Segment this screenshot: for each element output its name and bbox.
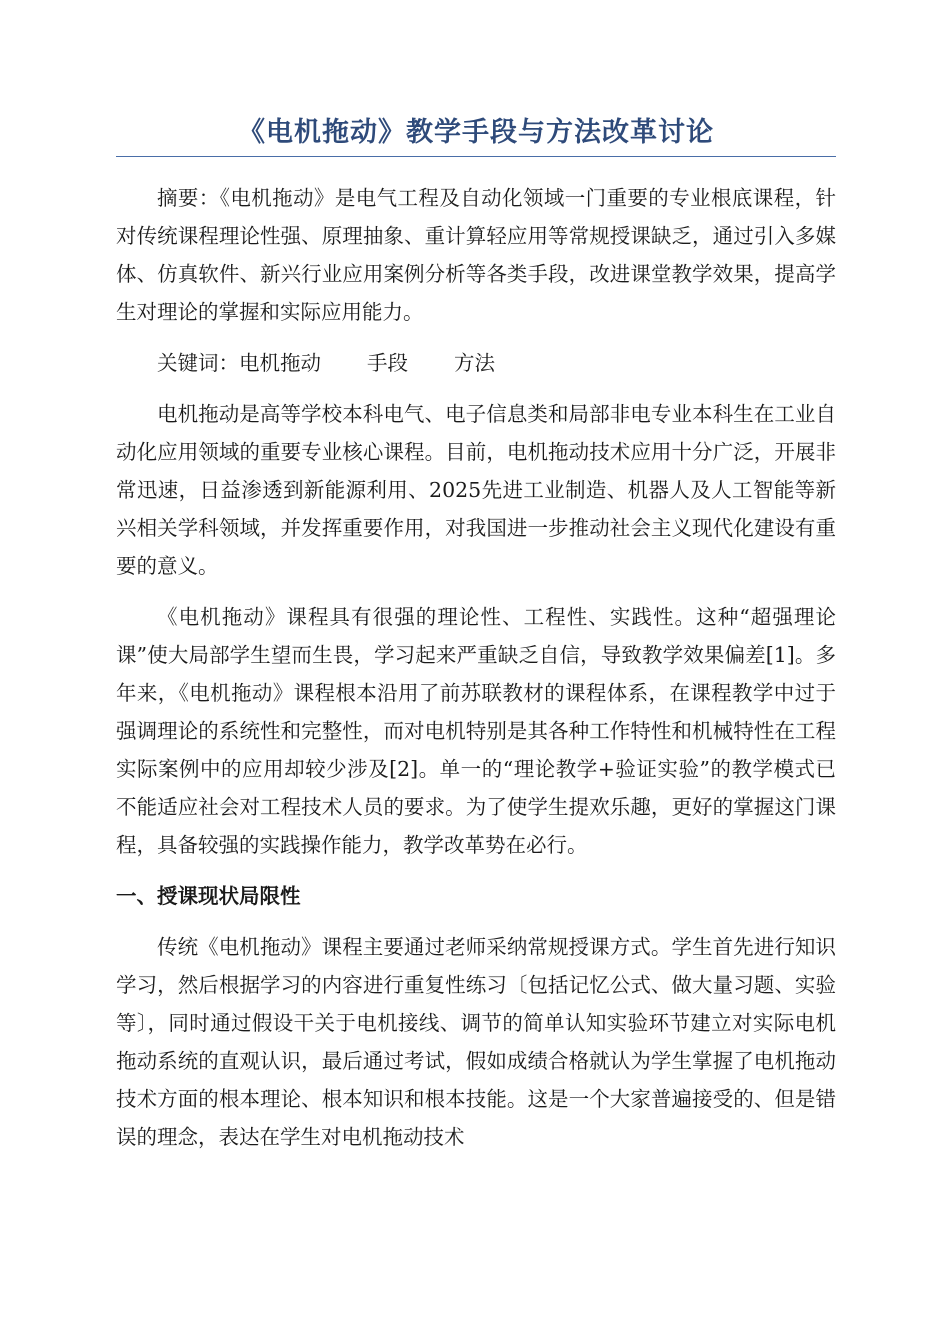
keyword-2: 手段 bbox=[367, 351, 408, 375]
keywords-label: 关键词： bbox=[157, 351, 239, 375]
abstract-paragraph: 摘要：《电机拖动》是电气工程及自动化领域一门重要的专业根底课程，针对传统课程理论性强、原理抽象、重计算轻应用等常规授课缺乏，通过引入多媒体、仿真软件、新兴行业应用案例分析等各类手段，改进课堂教学效果，提高学生对理论的掌握和实际应用能力。 bbox=[116, 186, 836, 324]
intro-paragraph-2: 《电机拖动》课程具有很强的理论性、工程性、实践性。这种“超强理论课”使大局部学生望而生畏，学习起来严重缺乏自信，导致教学效果偏差[1]。多年来，《电机拖动》课程根本沿用了前苏联教材的课程体系，在课程教学中过于强调理论的系统性和完整性，而对电机特别是其各种工作特性和机械特性在工程实际案例中的应用却较少涉及[2]。单一的“理论教学+验证实验”的教学模式已不能适应社会对工程技术人员的要求。为了使学生提欢乐趣，更好的掌握这门课程，具备较强的实践操作能力，教学改革势在必行。 bbox=[116, 605, 836, 857]
section-1-paragraph: 传统《电机拖动》课程主要通过老师采纳常规授课方式。学生首先进行知识学习，然后根据学习的内容进行重复性练习〔包括记忆公式、做大量习题、实验等〕，同时通过假设干关于电机接线、调节的简单认知实验环节建立对实际电机拖动系统的直观认识，最后通过考试，假如成绩合格就认为学生掌握了电机拖动技术方面的根本理论、根本知识和根本技能。这是一个大家普遍接受的、但是错误的理念，表达在学生对电机拖动技术 bbox=[116, 935, 836, 1149]
title-underline bbox=[116, 156, 836, 157]
keywords-line bbox=[116, 344, 836, 382]
intro-paragraph-1: 电机拖动是高等学校本科电气、电子信息类和局部非电专业本科生在工业自动化应用领域的重要专业核心课程。目前，电机拖动技术应用十分广泛，开展非常迅速，日益渗透到新能源利用、2025先进工业制造、机器人及人工智能等新兴相关学科领域，并发挥重要作用，对我国进一步推动社会主义现代化建设有重要的意义。 bbox=[116, 402, 836, 578]
keyword-1: 电机拖动 bbox=[239, 351, 321, 375]
document-page bbox=[116, 112, 836, 1169]
document-title: 《电机拖动》教学手段与方法改革讨论 bbox=[238, 117, 714, 148]
keyword-3: 方法 bbox=[454, 351, 495, 375]
section-heading-1: 一、授课现状局限性 bbox=[116, 884, 301, 908]
